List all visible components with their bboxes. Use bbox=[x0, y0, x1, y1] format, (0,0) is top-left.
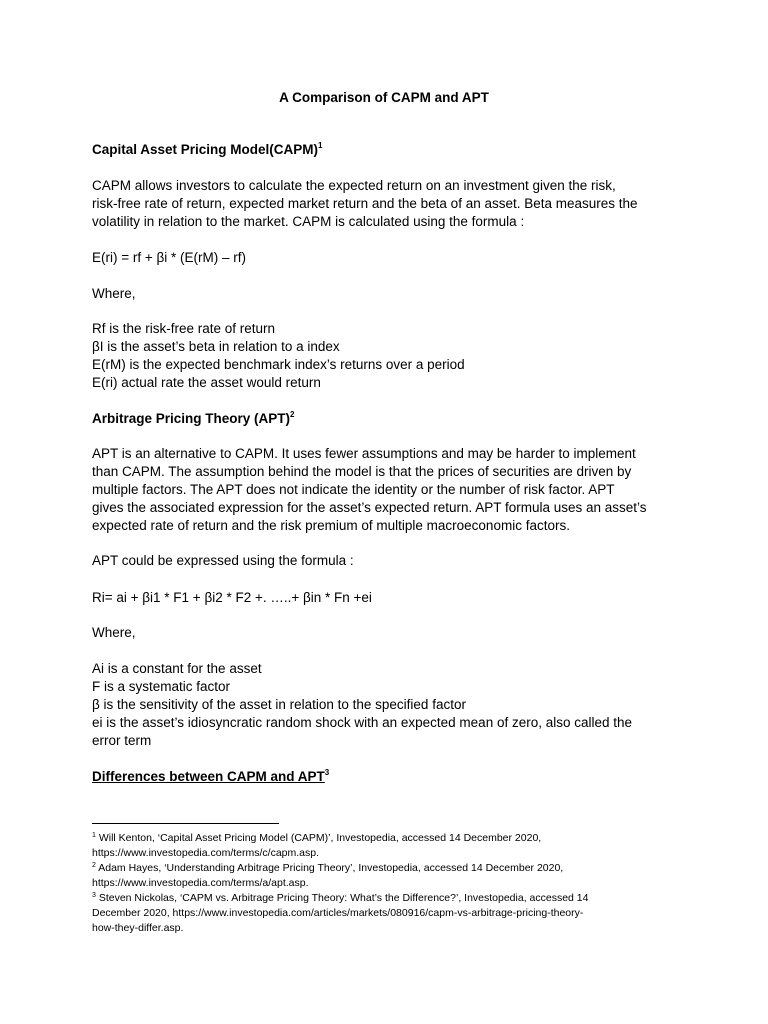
capm-definition: Rf is the risk-free rate of return bbox=[92, 321, 276, 336]
capm-definition: E(ri) actual rate the asset would return bbox=[92, 375, 321, 390]
apt-paragraph-line: gives the associated expression for the asset’s expected return. APT formula uses an asset’s bbox=[92, 500, 647, 515]
footnote-number: 1 bbox=[92, 832, 96, 839]
apt-definition: error term bbox=[92, 733, 152, 748]
capm-paragraph-line: risk-free rate of return, expected market return and the beta of an asset. Beta measures the bbox=[92, 196, 638, 211]
capm-paragraph-line: volatility in relation to the market. CAPM is calculated using the formula : bbox=[92, 214, 525, 229]
footnote-separator bbox=[92, 823, 279, 824]
footnote-3 bbox=[92, 891, 588, 906]
footnote-number: 2 bbox=[92, 862, 96, 869]
capm-formula: E(ri) = rf + βi * (E(rM) – rf) bbox=[92, 250, 247, 265]
apt-paragraph-line: expected rate of return and the risk premium of multiple macroeconomic factors. bbox=[92, 518, 570, 533]
apt-footnote-ref[interactable]: 2 bbox=[290, 410, 295, 419]
capm-paragraph-line: CAPM allows investors to calculate the expected return on an investment given the risk, bbox=[92, 178, 616, 193]
footnote-1 bbox=[92, 831, 541, 846]
capm-definition: βI is the asset’s beta in relation to a index bbox=[92, 339, 340, 354]
apt-paragraph-line: multiple factors. The APT does not indicate the identity or the number of risk factor. APT bbox=[92, 482, 615, 497]
capm-where-label: Where, bbox=[92, 286, 136, 301]
apt-formula-intro: APT could be expressed using the formula : bbox=[92, 553, 354, 568]
apt-where-label: Where, bbox=[92, 625, 136, 640]
capm-definition: E(rM) is the expected benchmark index’s returns over a period bbox=[92, 357, 465, 372]
footnote-2 bbox=[92, 861, 563, 876]
apt-definition: F is a systematic factor bbox=[92, 679, 231, 694]
apt-paragraph-line: than CAPM. The assumption behind the model is that the prices of securities are driven by bbox=[92, 464, 632, 479]
capm-footnote-ref[interactable]: 1 bbox=[318, 141, 323, 150]
footnote-2-link[interactable]: https://www.investopedia.com/terms/a/apt.asp. bbox=[92, 877, 309, 889]
apt-definition: Ai is a constant for the asset bbox=[92, 661, 262, 676]
footnote-3-link[interactable]: December 2020, https://www.investopedia.com/articles/markets/080916/capm-vs-arbitrage-pricing-theory- bbox=[92, 907, 584, 919]
capm-heading-text: Capital Asset Pricing Model(CAPM) bbox=[92, 142, 319, 157]
footnote-text: Steven Nickolas, ‘CAPM vs. Arbitrage Pricing Theory: What’s the Difference?’, Investopedia, accessed 14 bbox=[98, 892, 589, 904]
apt-formula: Ri= ai + βi1 * F1 + βi2 * F2 +. …..+ βin * Fn +ei bbox=[92, 590, 372, 605]
footnote-3-link[interactable]: how-they-differ.asp. bbox=[92, 922, 184, 934]
capm-heading bbox=[92, 141, 322, 159]
footnote-text: Will Kenton, ‘Capital Asset Pricing Model (CAPM)’, Investopedia, accessed 14 December 2020, bbox=[98, 832, 542, 844]
document-title: A Comparison of CAPM and APT bbox=[279, 90, 489, 105]
footnote-text: Adam Hayes, ‘Understanding Arbitrage Pricing Theory’, Investopedia, accessed 14 December 2020, bbox=[98, 862, 564, 874]
footnote-number: 3 bbox=[92, 892, 96, 899]
differences-heading bbox=[92, 768, 329, 786]
apt-definition: ei is the asset’s idiosyncratic random shock with an expected mean of zero, also called the bbox=[92, 715, 633, 730]
differences-heading-text: Differences between CAPM and APT bbox=[92, 769, 325, 784]
differences-footnote-ref[interactable]: 3 bbox=[324, 768, 330, 777]
apt-heading bbox=[92, 410, 294, 428]
apt-paragraph-line: APT is an alternative to CAPM. It uses fewer assumptions and may be harder to implement bbox=[92, 446, 636, 461]
apt-definition: β is the sensitivity of the asset in relation to the specified factor bbox=[92, 697, 466, 712]
footnote-1-link[interactable]: https://www.investopedia.com/terms/c/capm.asp. bbox=[92, 847, 320, 859]
apt-heading-text: Arbitrage Pricing Theory (APT) bbox=[92, 411, 291, 426]
